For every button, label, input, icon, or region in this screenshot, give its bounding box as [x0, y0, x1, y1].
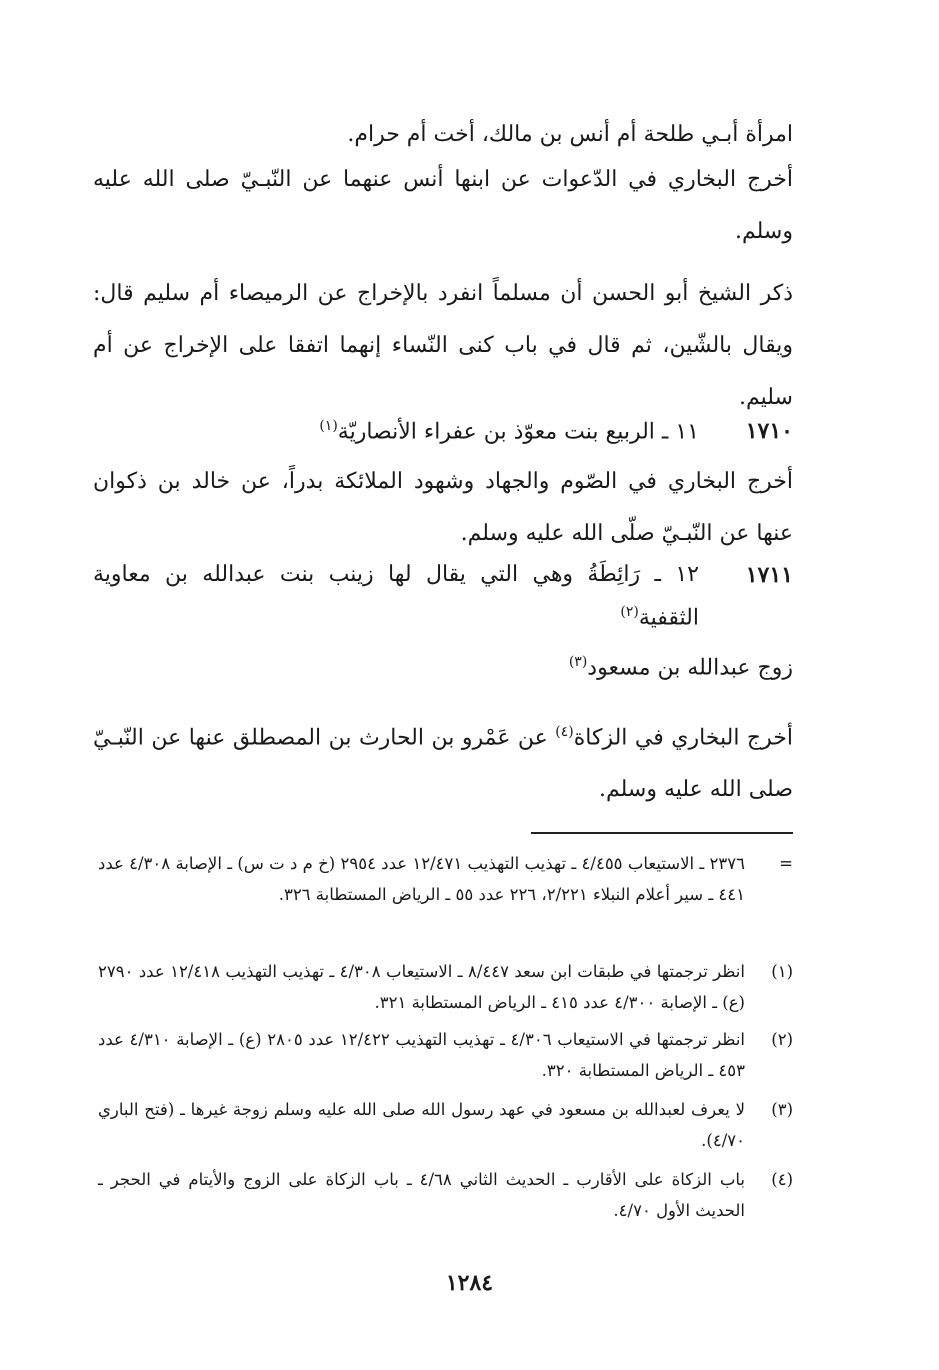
footnote-mark: (٣): [771, 1100, 793, 1119]
entry-text-1711: [93, 706, 793, 816]
entry-heading-1711-line2: [159, 604, 699, 630]
entry-heading-1711-line1: ١٢ ـ رَائِطَةُ وهي التي يقال لها زينب بنت عبدالله بن معاوية: [93, 562, 699, 587]
entry-text-part1: أخرج البخاري في الزكاة: [573, 725, 793, 751]
footnote-continuation: [98, 848, 793, 910]
paragraph-2: أخرج البخاري في الدّعوات عن ابنها أنس عنهما عن النّبـيّ صلى الله عليه وسلم.: [93, 167, 793, 244]
spouse-text: زوج عبدالله بن مسعود: [587, 655, 793, 681]
spouse-line: [93, 654, 793, 680]
footnote-mark: (١): [771, 962, 793, 981]
entry-number-1711: ١٧١١: [745, 562, 793, 588]
paragraph-3: ذكر الشيخ أبو الحسن أن مسلماً انفرد بالإخراج عن الرميصاء أم سليم قال: ويقال بالشّين، ثم قال في باب كنى النّساء إنهما اتفقا على الإخراج عن أم سليم.: [93, 281, 793, 410]
footnote-text: انظر ترجمتها في طبقات ابن سعد ٨/٤٤٧ ـ الاستيعاب ٤/٣٠٨ ـ تهذيب التهذيب ١٢/٤١٨ عدد ٢٧٩٠ (ع) ـ الإصابة ٤/٣٠٠ عدد ٤١٥ ـ الرياض المستطابة ٣٢١.: [98, 962, 745, 1012]
footnote-4: [98, 1164, 793, 1226]
footnote-mark: (٤): [771, 1170, 793, 1189]
footnote-text: لا يعرف لعبدالله بن مسعود في عهد رسول الله صلى الله عليه وسلم زوجة غيرها ـ (فتح الباري ٤/٧٠).: [98, 1100, 745, 1150]
footnote-mark: =: [779, 854, 793, 873]
footnote-text: انظر ترجمتها في الاستيعاب ٤/٣٠٦ ـ تهذيب التهذيب ١٢/٤٢٢ عدد ٢٨٠٥ (ع) ـ الإصابة ٤/٣١٠ عدد ٤٥٣ ـ الرياض المستطابة ٣٢٠.: [98, 1030, 746, 1080]
footnote-1: [98, 956, 793, 1018]
entry-text-1710: أخرج البخاري في الصّوم والجهاد وشهود الملائكة بدراً، عن خالد بن ذكوان عنها عن النّبـيّ صلّى الله عليه وسلم.: [93, 469, 793, 546]
paragraph-1: امرأة أبـي طلحة أم أنس بن مالك، أخت أم حرام.: [347, 122, 793, 147]
footnote-separator: [531, 832, 793, 834]
footnote-ref-4: (٤): [555, 724, 574, 740]
footnote-ref-3: (٣): [568, 654, 588, 670]
entry-text-part2: عن عَمْرو بن الحارث بن المصطلق عنها عن النّبـيّ صلى الله عليه وسلم.: [93, 725, 793, 803]
footnote-2: [98, 1024, 793, 1086]
footnote-text: ٢٣٧٦ ـ الاستيعاب ٤/٤٥٥ ـ تهذيب التهذيب ١٢/٤٧١ عدد ٢٩٥٤ (خ م د ت س) ـ الإصابة ٤/٣٠٨ عدد ٤٤١ ـ سير أعلام النبلاء ٢/٢٢١، ٢٢٦ عدد ٥٥ ـ الرياض المستطابة ٣٢٦.: [98, 854, 745, 904]
footnote-ref-2: (٢): [620, 604, 639, 620]
entry-heading-text: الثقفية: [638, 605, 699, 631]
entry-number-1710: ١٧١٠: [745, 418, 793, 444]
page-number: ١٢٨٤: [445, 1270, 494, 1296]
footnote-ref-1: (١): [319, 418, 338, 434]
footnote-text: باب الزكاة على الأقارب ـ الحديث الثاني ٤/٦٨ ـ باب الزكاة على الزوج والأيتام في الحجر ـ الحديث الأول ٤/٧٠.: [98, 1170, 745, 1220]
entry-heading-1710: [179, 418, 699, 444]
footnote-3: [98, 1094, 793, 1156]
entry-heading-text: ١١ ـ الربيع بنت معوّذ بن عفراء الأنصاريّة: [337, 419, 699, 445]
footnote-mark: (٢): [771, 1030, 793, 1049]
